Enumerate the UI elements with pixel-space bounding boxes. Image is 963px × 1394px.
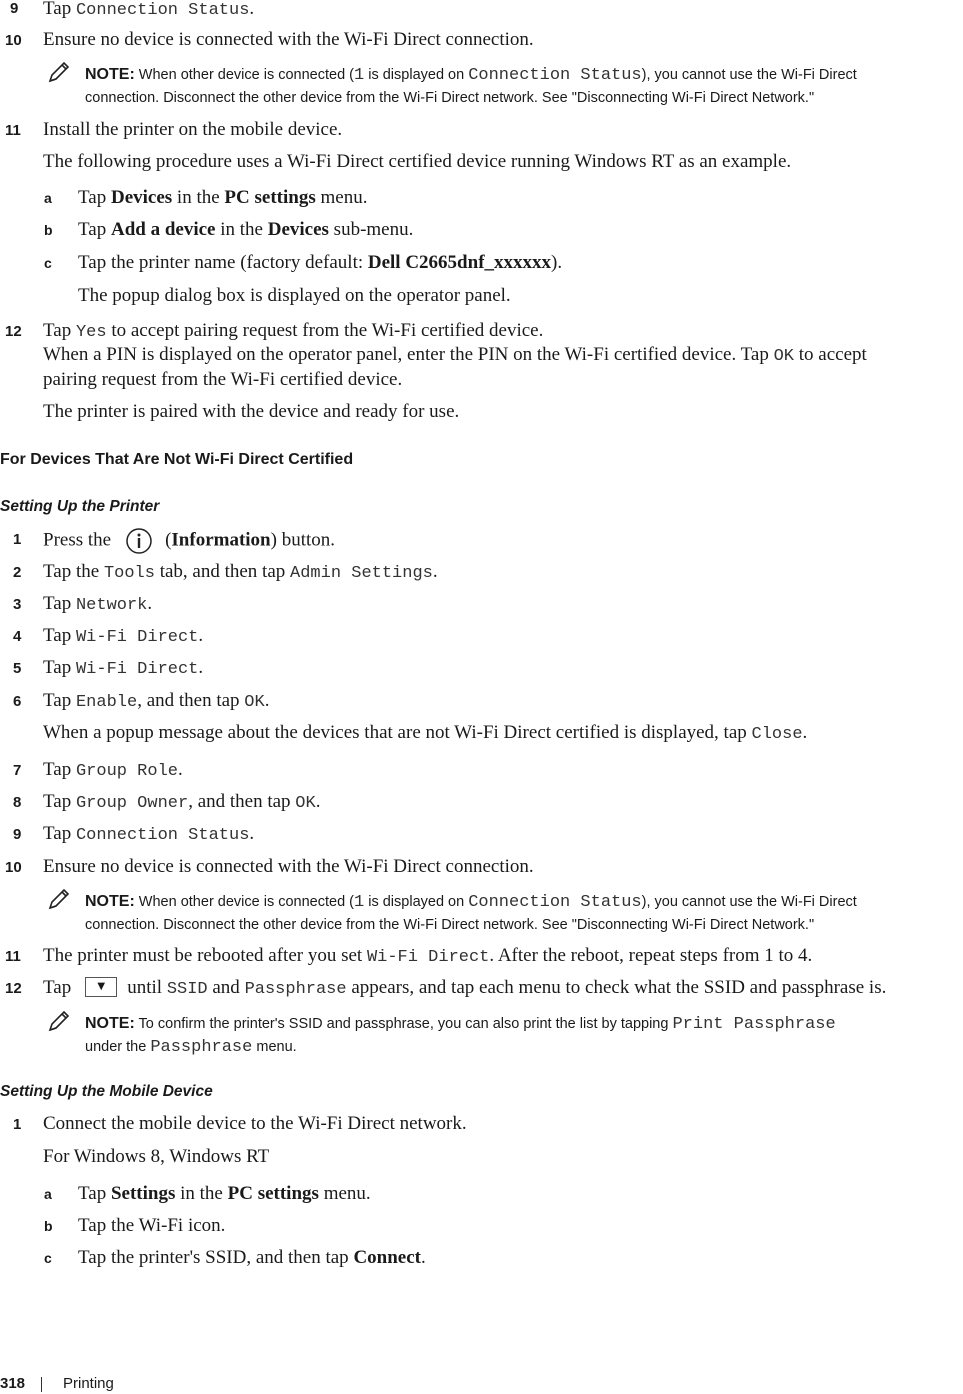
substep-text: Tap the Wi-Fi icon. — [78, 1215, 226, 1236]
substep-letter: b — [44, 222, 53, 238]
step-number: 12 — [5, 980, 22, 997]
step-text: Tap Connection Status. — [43, 0, 255, 20]
step-number: 4 — [13, 628, 22, 645]
step-number: 9 — [10, 0, 19, 17]
step-text: Ensure no device is connected with the Wi-Fi Direct connection. — [43, 856, 534, 877]
step-text: Tap Wi-Fi Direct. — [43, 657, 204, 679]
step-text: The printer is paired with the device and ready for use. — [43, 401, 460, 422]
note-pencil-icon — [47, 62, 73, 84]
substep-text: Tap Add a device in the Devices sub-menu. — [78, 219, 414, 240]
note: NOTE: When other device is connected (1 is displayed on Connection Status), you cannot use the Wi-Fi Direct connection. Disconnect the other device from the Wi-Fi Direct network. See "Disconnecting Wi-Fi Direct Network." — [85, 66, 857, 106]
step-text: Tap Connection Status. — [43, 823, 255, 845]
substep-letter: a — [44, 190, 52, 206]
step-number: 11 — [5, 948, 21, 965]
substep-letter: c — [44, 255, 52, 271]
dropdown-arrow-icon: ▼ — [85, 977, 117, 997]
substep-letter: c — [44, 1250, 52, 1266]
subsection-heading: Setting Up the Printer — [0, 498, 160, 515]
step-number: 2 — [13, 564, 22, 581]
step-text: Tap Group Owner, and then tap OK. — [43, 791, 321, 813]
step-text: Tap Yes to accept pairing request from the Wi-Fi certified device. — [43, 320, 544, 342]
step-text: Install the printer on the mobile device. — [43, 119, 343, 140]
step-text: The printer must be rebooted after you set Wi-Fi Direct. After the reboot, repeat steps from 1 to 4. — [43, 945, 813, 967]
step-subtext: For Windows 8, Windows RT — [43, 1146, 270, 1167]
step-text: Tap the Tools tab, and then tap Admin Settings. — [43, 561, 438, 583]
step-text: Tap ▼ until SSID and Passphrase appears, and tap each menu to check what the SSID and passphrase is. — [43, 977, 887, 999]
step-text: Tap Network. — [43, 593, 153, 615]
footer-divider — [41, 1377, 42, 1392]
note-pencil-icon — [47, 889, 73, 911]
substep-text: Tap the printer's SSID, and then tap Connect. — [78, 1247, 426, 1268]
step-text: Tap Wi-Fi Direct. — [43, 625, 204, 647]
section-heading: For Devices That Are Not Wi-Fi Direct Certified — [0, 451, 354, 468]
step-number: 6 — [13, 693, 22, 710]
step-text: Tap Group Role. — [43, 759, 183, 781]
footer-section: Printing — [63, 1375, 114, 1392]
step-number: 5 — [13, 660, 22, 677]
step-number: 10 — [5, 32, 22, 49]
step-number: 11 — [5, 122, 21, 139]
step-subtext: The following procedure uses a Wi-Fi Direct certified device running Windows RT as an example. — [43, 151, 792, 172]
step-text: pairing request from the Wi-Fi certified device. — [43, 369, 403, 390]
page-number: 318 — [0, 1375, 26, 1392]
step-text: Connect the mobile device to the Wi-Fi Direct network. — [43, 1113, 467, 1134]
step-number: 7 — [13, 762, 22, 779]
substep-letter: b — [44, 1218, 53, 1234]
step-text: Ensure no device is connected with the Wi-Fi Direct connection. — [43, 29, 534, 50]
step-number: 1 — [13, 531, 22, 548]
substep-text: Tap Devices in the PC settings menu. — [78, 187, 368, 208]
step-number: 1 — [13, 1116, 22, 1133]
substep-text: Tap the printer name (factory default: Dell C2665dnf_xxxxxx). — [78, 252, 563, 273]
step-text: Tap Enable, and then tap OK. — [43, 690, 270, 712]
step-number: 12 — [5, 323, 22, 340]
note: NOTE: When other device is connected (1 is displayed on Connection Status), you cannot use the Wi-Fi Direct connection. Disconnect the other device from the Wi-Fi Direct network. See "Disconnecting Wi-Fi Direct Network." — [85, 893, 857, 933]
step-number: 8 — [13, 794, 22, 811]
information-icon — [125, 527, 153, 555]
step-text: Press the (Information) button. — [43, 527, 335, 555]
note-pencil-icon — [47, 1011, 73, 1033]
step-number: 10 — [5, 859, 22, 876]
step-text: When a PIN is displayed on the operator panel, enter the PIN on the Wi-Fi certified device. Tap OK to accept — [43, 344, 867, 366]
substep-subtext: The popup dialog box is displayed on the operator panel. — [78, 285, 511, 306]
note: NOTE: To confirm the printer's SSID and passphrase, you can also print the list by tapping Print Passphrase under the Passphrase menu. — [85, 1015, 836, 1057]
step-number: 3 — [13, 596, 22, 613]
step-number: 9 — [13, 826, 22, 843]
substep-letter: a — [44, 1186, 52, 1202]
step-subtext: When a popup message about the devices that are not Wi-Fi Direct certified is displayed, tap Close. — [43, 722, 808, 744]
substep-text: Tap Settings in the PC settings menu. — [78, 1183, 371, 1204]
subsection-heading: Setting Up the Mobile Device — [0, 1083, 213, 1100]
